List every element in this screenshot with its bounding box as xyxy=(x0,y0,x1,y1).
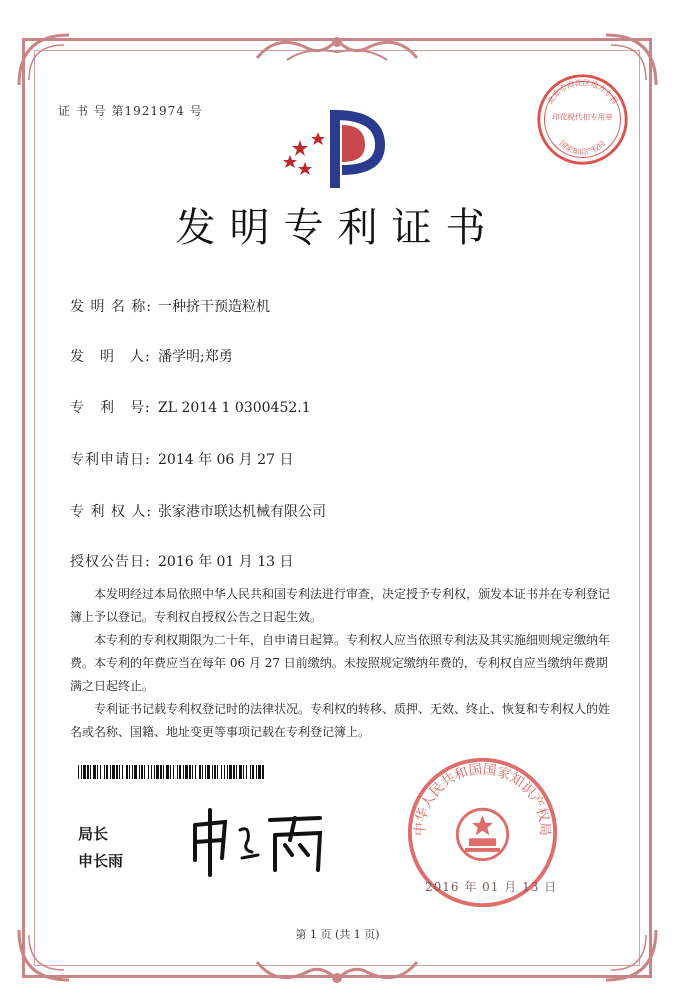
field-invention-name xyxy=(70,296,270,316)
big-seal-text: 中华人民共和国国家知识产权局 xyxy=(412,761,553,837)
field-label: 专利申请日: xyxy=(70,452,151,468)
field-value: 张家港市联达机械有限公司 xyxy=(158,504,326,520)
director-signature xyxy=(180,800,330,880)
field-value: 2016 年 01 月 13 日 xyxy=(158,554,294,570)
field-label: 授权公告日: xyxy=(70,554,151,570)
certificate-number: 证 书 号 第1921974 号 xyxy=(58,104,203,118)
small-seal-outer-text: 北京市海淀区地方专利 xyxy=(545,78,620,106)
field-patent-number xyxy=(70,397,311,417)
svg-text:国家知识产权局 xyxy=(558,138,608,156)
director-name: 申长雨 xyxy=(78,852,124,870)
field-inventor xyxy=(70,346,233,366)
field-patentee xyxy=(70,501,326,521)
field-application-date xyxy=(70,449,294,469)
top-ornament xyxy=(247,28,427,68)
field-value: ZL 2014 1 0300452.1 xyxy=(158,400,311,416)
field-label: 发 明 名 称: xyxy=(70,299,153,315)
seal-date: 2016 年 01 月 13 日 xyxy=(425,880,558,894)
field-label: 专 利 号: xyxy=(70,400,151,416)
field-value: 潘学明;郑勇 xyxy=(158,349,233,365)
field-label: 专 利 权 人: xyxy=(70,504,153,520)
director-title: 局长 xyxy=(78,825,109,843)
certificate-body xyxy=(70,583,610,744)
small-seal-bottom-text: 国家知识产权局 xyxy=(557,138,608,157)
body-paragraph: 专利证书记载专利权登记时的法律状况。专利权的转移、质押、无效、终止、恢复和专利权人的姓名或名称、国籍、地址变更等事项记载在专利登记簿上。 xyxy=(70,702,611,739)
bottom-ornament xyxy=(247,952,427,992)
page-footer: 第 1 页 (共 1 页) xyxy=(295,928,380,941)
patent-office-logo xyxy=(280,110,400,190)
small-seal-inner-text: 印花税代扣专用章 xyxy=(552,112,613,122)
corner-ornament-top-left xyxy=(14,30,74,90)
barcode xyxy=(78,765,264,779)
certificate-title: 发明专利证书 xyxy=(175,205,500,251)
field-label: 发 明 人: xyxy=(70,349,151,365)
field-value: 一种挤干预造粒机 xyxy=(158,299,270,315)
tax-stamp-seal xyxy=(535,72,630,167)
field-value: 2014 年 06 月 27 日 xyxy=(158,452,294,468)
body-paragraph: 本发明经过本局依照中华人民共和国专利法进行审查，决定授予专利权，颁发本证书并在专利登记簿上予以登记。专利权自授权公告之日起生效。 xyxy=(70,587,611,624)
field-grant-date xyxy=(70,551,294,571)
national-emblem-icon xyxy=(457,809,507,859)
body-paragraph: 本专利的专利权期限为二十年，自申请日起算。专利权人应当依照专利法及其实施细则规定缴纳年费。本专利的年费应当在每年 06 月 27 日前缴纳。未按照规定缴纳年费的，专利权自应当缴纳年费期满之日起终止。 xyxy=(70,633,611,693)
